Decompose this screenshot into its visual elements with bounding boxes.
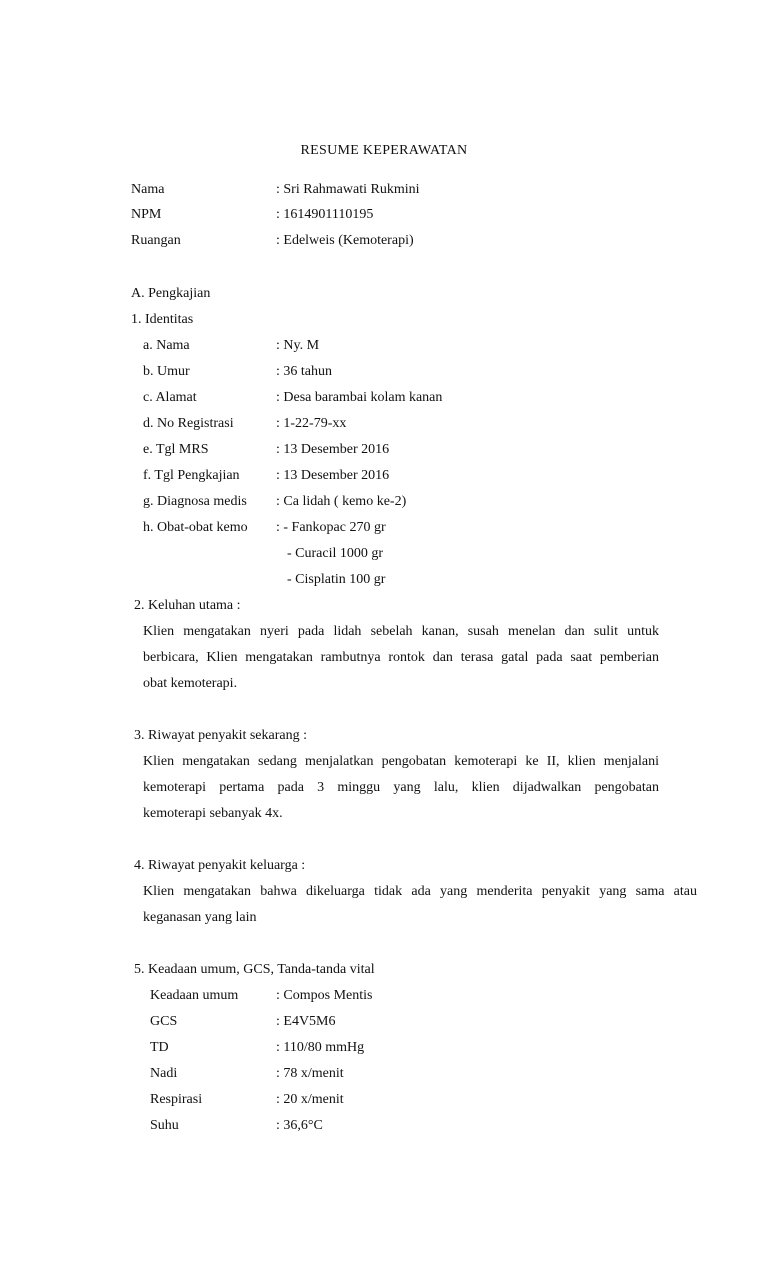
riwayat-sekarang-line: kemoterapi pertama pada 3 minggu yang lalu, klien dijadwalkan pengobatan <box>143 780 659 795</box>
identitas-label: h. Obat-obat kemo <box>143 520 248 535</box>
identitas-value: : - Fankopac 270 gr <box>276 520 386 535</box>
vital-value: : 20 x/menit <box>276 1092 344 1107</box>
identitas-value: : Ny. M <box>276 338 320 353</box>
vital-label: Respirasi <box>150 1092 203 1107</box>
vital-value: : 110/80 mmHg <box>276 1040 365 1055</box>
riwayat-keluarga-line: keganasan yang lain <box>143 910 257 925</box>
identitas-label: c. Alamat <box>143 390 197 405</box>
vital-label: TD <box>150 1040 169 1055</box>
riwayat-sekarang-line: Klien mengatakan sedang menjalatkan pengobatan kemoterapi ke II, klien menjalani <box>143 754 659 769</box>
keluhan-line: obat kemoterapi. <box>143 676 238 691</box>
identitas-heading: 1. Identitas <box>131 312 194 327</box>
riwayat-keluarga-heading: 4. Riwayat penyakit keluarga : <box>134 858 306 873</box>
student-name-label: Nama <box>131 182 165 197</box>
student-name-value: : Sri Rahmawati Rukmini <box>276 182 420 197</box>
riwayat-sekarang-heading: 3. Riwayat penyakit sekarang : <box>134 728 308 743</box>
riwayat-keluarga-line: Klien mengatakan bahwa dikeluarga tidak ada yang menderita penyakit yang sama atau <box>143 884 697 899</box>
identitas-label: d. No Registrasi <box>143 416 234 431</box>
obat-item: - Curacil 1000 gr <box>287 546 384 561</box>
obat-item: - Cisplatin 100 gr <box>287 572 386 587</box>
keluhan-line: Klien mengatakan nyeri pada lidah sebelah kanan, susah menelan dan sulit untuk <box>143 624 659 639</box>
identitas-value: : Desa barambai kolam kanan <box>276 390 443 405</box>
vital-value: : 36,6°C <box>276 1118 323 1133</box>
student-room-value: : Edelweis (Kemoterapi) <box>276 233 414 248</box>
keluhan-line: berbicara, Klien mengatakan rambutnya rontok dan terasa gatal pada saat pemberian <box>143 650 659 665</box>
identitas-label: b. Umur <box>143 364 190 379</box>
vital-value: : E4V5M6 <box>276 1014 336 1029</box>
identitas-value: : 36 tahun <box>276 364 332 379</box>
student-npm-value: : 1614901110195 <box>276 207 374 222</box>
vital-label: Keadaan umum <box>150 988 239 1003</box>
vital-label: Nadi <box>150 1066 178 1081</box>
vital-label: GCS <box>150 1014 178 1029</box>
identitas-value: : Ca lidah ( kemo ke-2) <box>276 494 407 509</box>
vital-value: : Compos Mentis <box>276 988 373 1003</box>
identitas-label: a. Nama <box>143 338 190 353</box>
identitas-value: : 13 Desember 2016 <box>276 442 390 457</box>
identitas-value: : 1-22-79-xx <box>276 416 347 431</box>
riwayat-sekarang-line: kemoterapi sebanyak 4x. <box>143 806 283 821</box>
identitas-label: e. Tgl MRS <box>143 442 209 457</box>
document-title: RESUME KEPERAWATAN <box>300 143 468 158</box>
identitas-label: g. Diagnosa medis <box>143 494 247 509</box>
keadaan-heading: 5. Keadaan umum, GCS, Tanda-tanda vital <box>134 962 375 977</box>
vital-label: Suhu <box>150 1118 179 1133</box>
vital-value: : 78 x/menit <box>276 1066 344 1081</box>
student-npm-label: NPM <box>131 207 162 222</box>
identitas-label: f. Tgl Pengkajian <box>143 468 240 483</box>
identitas-value: : 13 Desember 2016 <box>276 468 390 483</box>
section-a-heading: A. Pengkajian <box>131 286 211 301</box>
student-room-label: Ruangan <box>131 233 181 248</box>
keluhan-heading: 2. Keluhan utama : <box>134 598 241 613</box>
